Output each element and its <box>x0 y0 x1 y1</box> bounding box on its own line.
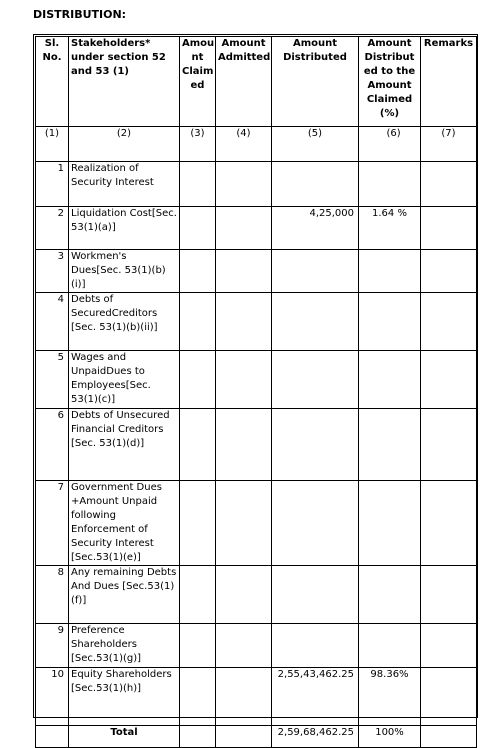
row-remarks <box>421 409 477 481</box>
row-claimed <box>180 250 216 293</box>
index-cell: (7) <box>421 127 477 162</box>
row-remarks <box>421 293 477 351</box>
row-pct <box>359 351 421 409</box>
row-remarks <box>421 566 477 624</box>
row-claimed <box>180 668 216 726</box>
index-cell: (1) <box>36 127 69 162</box>
row-claimed <box>180 293 216 351</box>
col-header-admitted: Amount Admitted <box>216 37 272 127</box>
row-pct <box>359 162 421 207</box>
row-remarks <box>421 250 477 293</box>
table-row <box>36 409 477 481</box>
row-claimed <box>180 481 216 566</box>
row-stakeholder: Equity Shareholders [Sec.53(1)(h)] <box>69 668 180 726</box>
row-sl: 8 <box>36 566 69 624</box>
row-admitted <box>216 293 272 351</box>
row-pct <box>359 624 421 668</box>
row-stakeholder: Realization of Security Interest <box>69 162 180 207</box>
table-row <box>36 250 477 293</box>
total-distributed: 2,59,68,462.25 <box>272 726 359 748</box>
row-claimed <box>180 351 216 409</box>
index-cell: (4) <box>216 127 272 162</box>
row-distributed <box>272 293 359 351</box>
row-claimed <box>180 409 216 481</box>
row-stakeholder: Any remaining Debts And Dues [Sec.53(1)(f)] <box>69 566 180 624</box>
row-admitted <box>216 566 272 624</box>
row-distributed <box>272 250 359 293</box>
row-admitted <box>216 409 272 481</box>
row-pct <box>359 293 421 351</box>
row-sl: 1 <box>36 162 69 207</box>
row-stakeholder: Preference Shareholders [Sec.53(1)(g)] <box>69 624 180 668</box>
col-header-remarks: Remarks <box>421 37 477 127</box>
row-admitted <box>216 668 272 726</box>
row-stakeholder: Workmen's Dues[Sec. 53(1)(b)(i)] <box>69 250 180 293</box>
index-cell-vertical-text: (6) <box>386 128 401 139</box>
table-row <box>36 162 477 207</box>
row-pct <box>359 566 421 624</box>
row-distributed: 4,25,000 <box>272 207 359 250</box>
distribution-table <box>35 36 477 748</box>
row-sl: 9 <box>36 624 69 668</box>
row-pct <box>359 250 421 293</box>
row-remarks <box>421 162 477 207</box>
row-distributed <box>272 481 359 566</box>
col-header-claimed: Amou nt Claim ed <box>180 37 216 127</box>
row-stakeholder: Government Dues +Amount Unpaid following Enforcement of Security Interest [Sec.53(1)(e)] <box>69 481 180 566</box>
table-row <box>36 207 477 250</box>
index-cell <box>359 127 421 162</box>
row-sl: 7 <box>36 481 69 566</box>
row-pct <box>359 409 421 481</box>
index-cell: (2) <box>69 127 180 162</box>
row-remarks <box>421 351 477 409</box>
total-blank-cell <box>180 726 216 748</box>
row-admitted <box>216 250 272 293</box>
table-row <box>36 481 477 566</box>
index-cell: (5) <box>272 127 359 162</box>
row-distributed <box>272 624 359 668</box>
page-title: DISTRIBUTION: <box>33 8 127 21</box>
row-admitted <box>216 207 272 250</box>
row-claimed <box>180 207 216 250</box>
col-header-pct: Amount Distribut ed to the Amount Claimed (%) <box>359 37 421 127</box>
row-sl: 5 <box>36 351 69 409</box>
index-cell: (3) <box>180 127 216 162</box>
table-row <box>36 351 477 409</box>
row-distributed <box>272 409 359 481</box>
total-blank-cell <box>421 726 477 748</box>
col-header-stakeholders: Stakeholders* under section 52 and 53 (1) <box>69 37 180 127</box>
row-remarks <box>421 668 477 726</box>
total-row <box>36 726 477 748</box>
table-row <box>36 668 477 726</box>
row-stakeholder: Debts of Unsecured Financial Creditors [Sec. 53(1)(d)] <box>69 409 180 481</box>
row-stakeholder: Debts of SecuredCreditors [Sec. 53(1)(b)(ii)] <box>69 293 180 351</box>
table-row <box>36 624 477 668</box>
row-stakeholder: Liquidation Cost[Sec. 53(1)(a)] <box>69 207 180 250</box>
row-admitted <box>216 162 272 207</box>
row-admitted <box>216 481 272 566</box>
row-sl: 2 <box>36 207 69 250</box>
total-pct: 100% <box>359 726 421 748</box>
row-sl: 6 <box>36 409 69 481</box>
row-claimed <box>180 624 216 668</box>
row-claimed <box>180 566 216 624</box>
table-row <box>36 566 477 624</box>
row-pct: 1.64 % <box>359 207 421 250</box>
row-distributed <box>272 351 359 409</box>
row-distributed <box>272 162 359 207</box>
header-row <box>36 37 477 127</box>
row-claimed <box>180 162 216 207</box>
total-label: Total <box>69 726 180 748</box>
row-remarks <box>421 481 477 566</box>
row-sl: 10 <box>36 668 69 726</box>
index-row <box>36 127 477 162</box>
total-blank-cell <box>216 726 272 748</box>
row-sl: 4 <box>36 293 69 351</box>
row-sl: 3 <box>36 250 69 293</box>
row-distributed <box>272 566 359 624</box>
row-stakeholder: Wages and UnpaidDues to Employees[Sec. 53(1)(c)] <box>69 351 180 409</box>
row-admitted <box>216 624 272 668</box>
total-blank-cell <box>36 726 69 748</box>
row-admitted <box>216 351 272 409</box>
row-pct <box>359 481 421 566</box>
row-remarks <box>421 624 477 668</box>
row-remarks <box>421 207 477 250</box>
row-pct: 98.36% <box>359 668 421 726</box>
table-row <box>36 293 477 351</box>
col-header-sl: Sl. No. <box>36 37 69 127</box>
col-header-distributed: Amount Distributed <box>272 37 359 127</box>
row-distributed: 2,55,43,462.25 <box>272 668 359 726</box>
